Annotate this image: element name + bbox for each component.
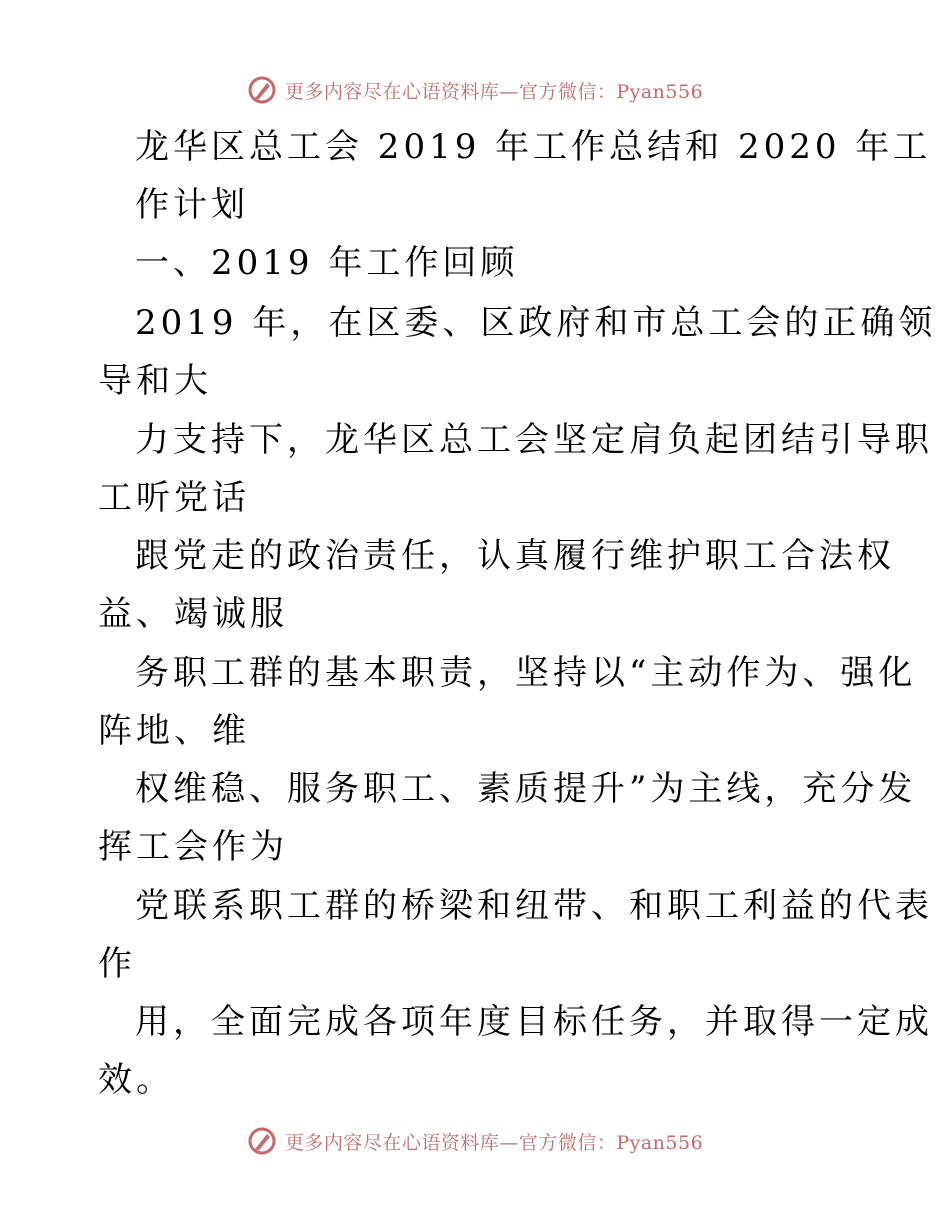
paragraph-line: 挥工会作为 [98,827,288,867]
watermark-text: 更多内容尽在心语资料库—官方微信：Pyan556 [284,1131,704,1154]
paragraph-line: 阵地、维 [98,711,250,751]
paragraph-line: 作 [98,944,136,984]
document-title-line-1: 龙华区总工会 2019 年工作总结和 2020 年工 [135,127,932,167]
section-heading: 一、2019 年工作回顾 [135,243,519,283]
paragraph-line: 益、竭诚服 [98,594,288,634]
paragraph-line: 用，全面完成各项年度目标任务，并取得一定成 [135,1002,933,1042]
paragraph-line: 力支持下，龙华区总工会坚定肩负起团结引导职 [135,420,933,460]
pen-logo-icon [247,1126,277,1156]
paragraph-line: 跟党走的政治责任，认真履行维护职工合法权 [135,536,895,576]
paragraph-line: 效。 [98,1060,174,1100]
watermark-text: 更多内容尽在心语资料库—官方微信：Pyan556 [284,80,704,103]
paragraph-line: 2019 年，在区委、区政府和市总工会的正确领 [135,303,937,343]
paragraph-line: 权维稳、服务职工、素质提升”为主线，充分发 [135,769,917,809]
paragraph-line: 务职工群的基本职责，坚持以“主动作为、强化 [135,653,917,693]
paragraph-line: 党联系职工群的桥梁和纽带、和职工利益的代表 [135,886,933,926]
paragraph-line: 导和大 [98,361,212,401]
document-title-line-2: 作计划 [135,185,249,225]
paragraph-line: 工听党话 [98,478,250,518]
watermark-banner-bottom [0,1121,950,1161]
